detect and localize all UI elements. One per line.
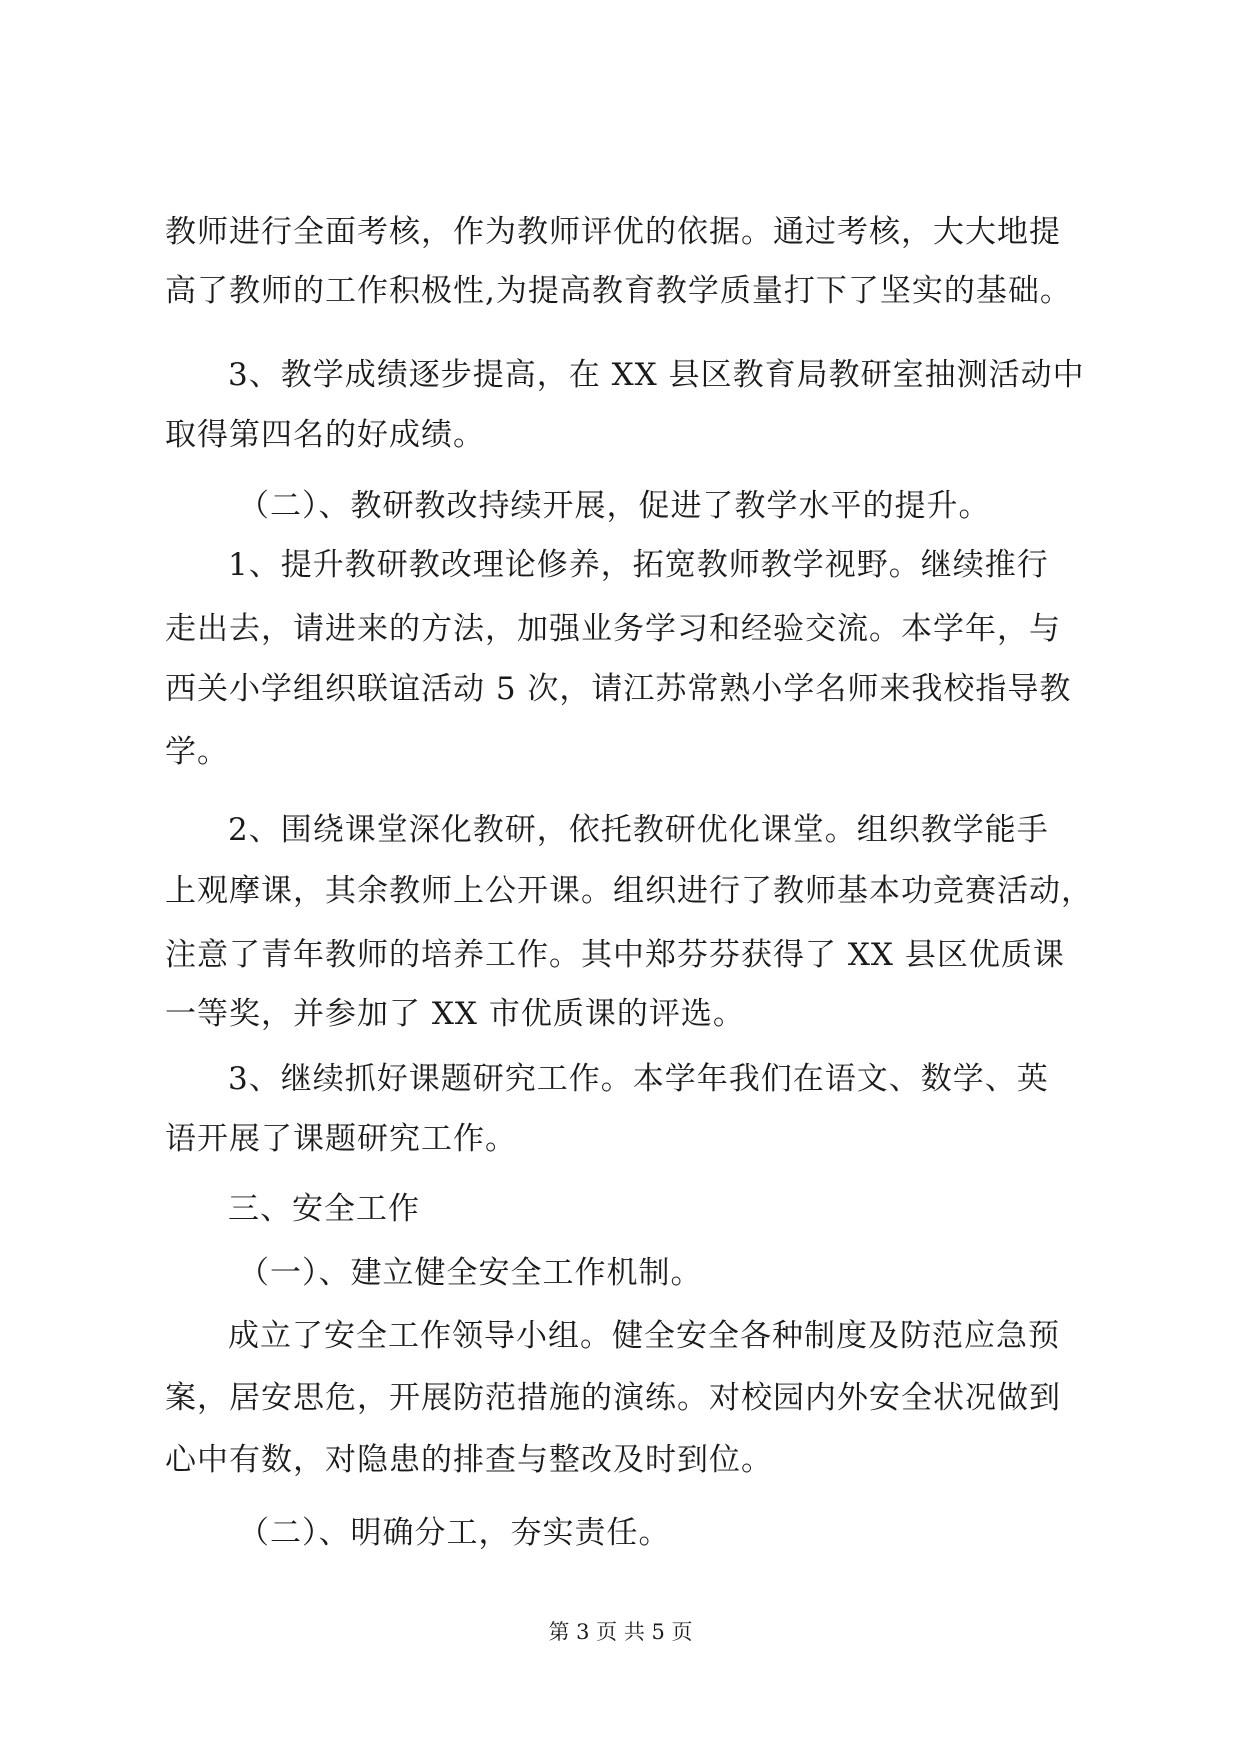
page-footer: 第 3 页 共 5 页 [548,1620,693,1644]
text-line: 取得第四名的好成绩。 [165,417,485,453]
text-line: 一等奖，并参加了 XX 市优质课的评选。 [165,996,745,1032]
section-heading: （二）、教研教改持续开展，促进了教学水平的提升。 [238,488,991,524]
text-line: 2、围绕课堂深化教研，依托教研优化课堂。组织教学能手 [228,812,1049,848]
text-line: 学。 [165,734,229,770]
text-line: 教师进行全面考核，作为教师评优的依据。通过考核，大大地提 [165,214,1061,250]
text-line: 高了教师的工作积极性,为提高教育教学质量打下了坚实的基础。 [165,273,1072,309]
subsection-heading: （二）、明确分工，夯实责任。 [238,1515,671,1551]
text-line: 3、教学成绩逐步提高，在 XX 县区教育局教研室抽测活动中 [228,357,1085,393]
text-line: 西关小学组织联谊活动 5 次，请江苏常熟小学名师来我校指导教 [165,671,1072,707]
text-line: 走出去，请进来的方法，加强业务学习和经验交流。本学年，与 [165,611,1061,647]
subsection-heading: （一）、建立健全安全工作机制。 [238,1255,703,1291]
text-line: 语开展了课题研究工作。 [165,1121,517,1157]
text-line: 注意了青年教师的培养工作。其中郑芬芬获得了 XX 县区优质课 [165,937,1065,973]
text-line: 上观摩课，其余教师上公开课。组织进行了教师基本功竞赛活动， [165,873,1093,909]
section-heading: 三、安全工作 [228,1191,420,1227]
text-line: 心中有数，对隐患的排查与整改及时到位。 [165,1442,773,1478]
text-line: 案，居安思危，开展防范措施的演练。对校园内外安全状况做到 [165,1380,1061,1416]
text-line: 成立了安全工作领导小组。健全安全各种制度及防范应急预 [228,1318,1060,1354]
text-line: 1、提升教研教改理论修养，拓宽教师教学视野。继续推行 [228,547,1049,583]
text-line: 3、继续抓好课题研究工作。本学年我们在语文、数学、英 [228,1061,1049,1097]
